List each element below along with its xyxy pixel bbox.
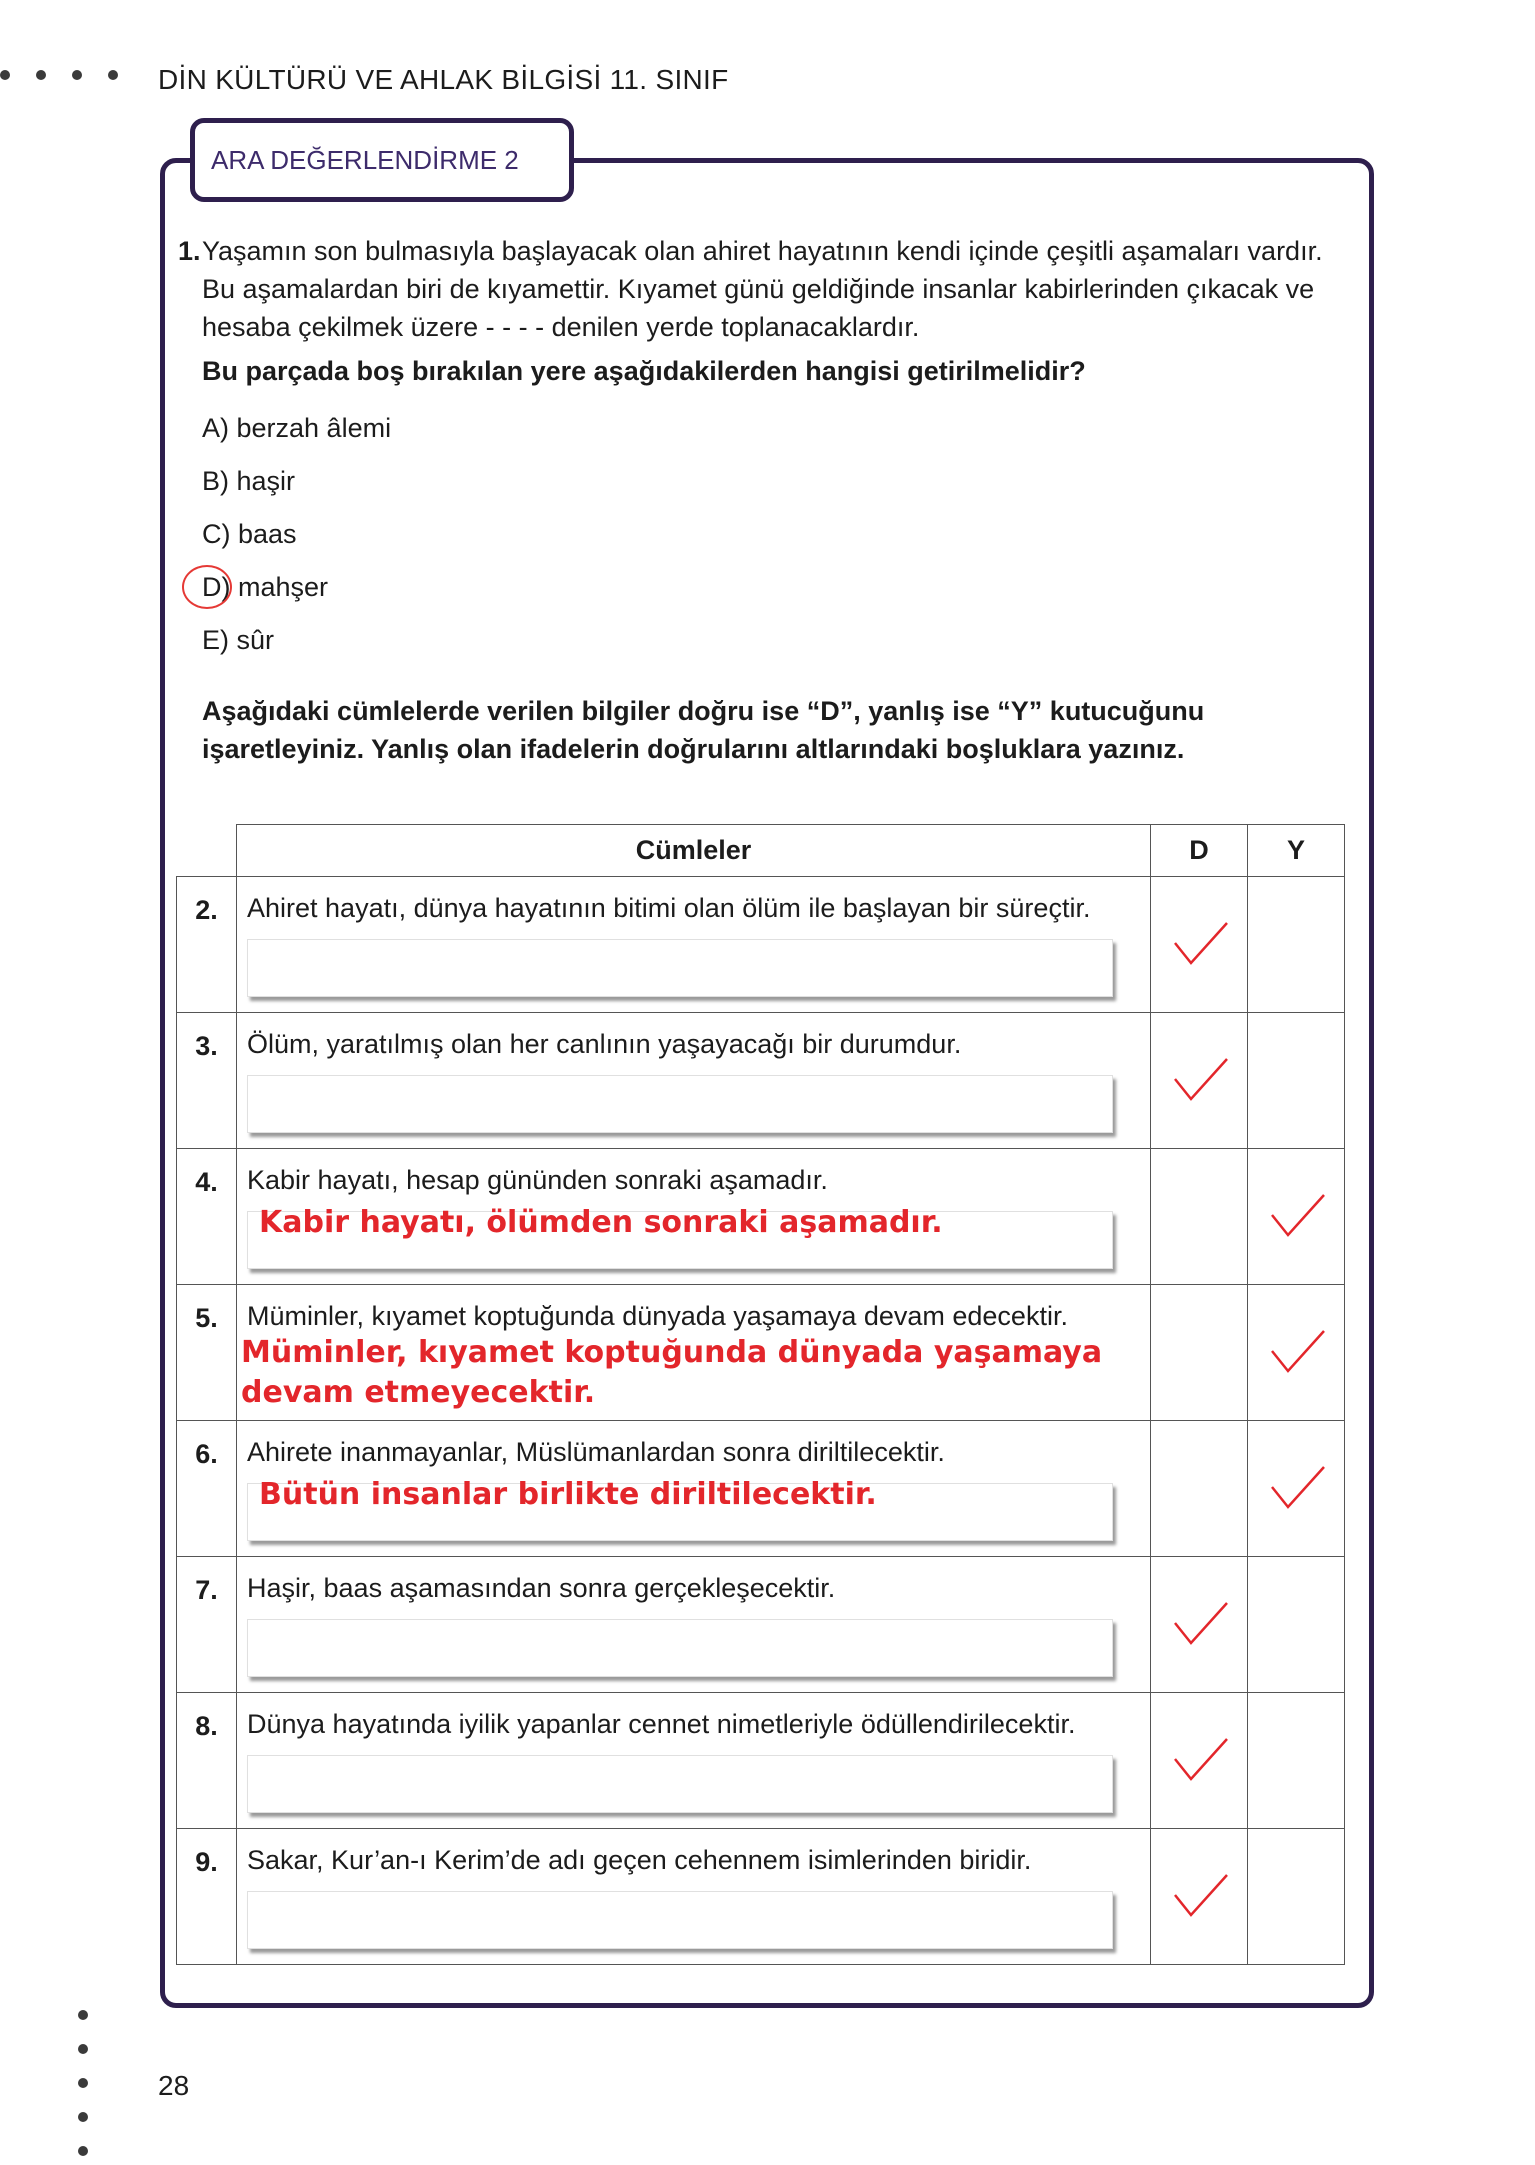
header-y: Y [1248, 825, 1345, 877]
question-text: Yaşamın son bulmasıyla başlayacak olan ahiret hayatının kendi içinde çeşitli aşamaları vardır. Bu aşamalardan biri de kıyamettir. Kıyamet günü geldiğinde insanlar kabirlerinden çıkacak ve hesaba çekilmek üzere - - - - denilen yerde toplanacaklardır. [202, 236, 1323, 342]
table-row [177, 1149, 1345, 1285]
row-number: 5. [177, 1285, 237, 1421]
y-checkbox[interactable] [1248, 1149, 1345, 1285]
header-d: D [1151, 825, 1248, 877]
true-false-table [176, 824, 1345, 1965]
sentence-cell [237, 1013, 1151, 1149]
d-checkbox[interactable] [1151, 1829, 1248, 1965]
row-number: 7. [177, 1557, 237, 1693]
correction-box[interactable] [247, 1891, 1113, 1949]
checkmark-icon [1173, 1599, 1229, 1647]
checkmark-icon [1173, 1055, 1229, 1103]
selected-circle-mark [182, 565, 232, 609]
section-tab-label: ARA DEĞERLENDİRME 2 [211, 144, 519, 175]
y-checkbox[interactable] [1248, 877, 1345, 1013]
d-checkbox[interactable] [1151, 1285, 1248, 1421]
correction-answer: Bütün insanlar birlikte diriltilecektir. [259, 1477, 877, 1512]
correction-box[interactable] [247, 1755, 1113, 1813]
row-number: 4. [177, 1149, 237, 1285]
sentence-text: Kabir hayatı, hesap gününden sonraki aşamadır. [247, 1165, 828, 1195]
instructions: Aşağıdaki cümlelerde verilen bilgiler doğru ise “D”, yanlış ise “Y” kutucuğunu işaretleyiniz. Yanlış olan ifadelerin doğrularını altlarındaki boşluklara yazınız. [202, 696, 1205, 764]
correction-answer: Kabir hayatı, ölümden sonraki aşamadır. [259, 1205, 943, 1240]
option-d-label: D) mahşer [202, 572, 329, 602]
sentence-text: Haşir, baas aşamasından sonra gerçekleşecektir. [247, 1573, 836, 1603]
table-row [177, 1829, 1345, 1965]
checkmark-icon [1270, 1191, 1326, 1239]
question-number: 1. [178, 236, 201, 266]
option-b[interactable]: B) haşir [202, 466, 296, 496]
checkmark-icon [1270, 1327, 1326, 1375]
decorative-dots-top [0, 70, 118, 80]
sentence-text: Ahirete inanmayanlar, Müslümanlardan sonra diriltilecektir. [247, 1437, 945, 1467]
question-1 [178, 232, 1348, 346]
option-a[interactable]: A) berzah âlemi [202, 413, 392, 443]
d-checkbox[interactable] [1151, 1693, 1248, 1829]
checkmark-icon [1173, 1735, 1229, 1783]
option-e[interactable]: E) sûr [202, 625, 275, 655]
question-prompt: Bu parçada boş bırakılan yere aşağıdakilerden hangisi getirilmelidir? [202, 356, 1086, 386]
d-checkbox[interactable] [1151, 1421, 1248, 1557]
y-checkbox[interactable] [1248, 1829, 1345, 1965]
sentence-cell [237, 877, 1151, 1013]
row-number: 9. [177, 1829, 237, 1965]
y-checkbox[interactable] [1248, 1693, 1345, 1829]
decorative-dots-left [78, 2010, 88, 2156]
answer-options [202, 408, 391, 673]
correction-box[interactable] [247, 1075, 1113, 1133]
sentence-cell [237, 1557, 1151, 1693]
y-checkbox[interactable] [1248, 1013, 1345, 1149]
table-row [177, 1013, 1345, 1149]
row-number: 2. [177, 877, 237, 1013]
sentence-cell [237, 1149, 1151, 1285]
sentence-text: Ahiret hayatı, dünya hayatının bitimi olan ölüm ile başlayan bir süreçtir. [247, 893, 1091, 923]
correction-box[interactable] [247, 1619, 1113, 1677]
table-row [177, 877, 1345, 1013]
row-number: 8. [177, 1693, 237, 1829]
section-tab [190, 118, 574, 202]
correction-answer[interactable]: Müminler, kıyamet koptuğunda dünyada yaşamaya devam etmeyecektir. [241, 1333, 1121, 1407]
checkmark-icon [1270, 1463, 1326, 1511]
d-checkbox[interactable] [1151, 1557, 1248, 1693]
y-checkbox[interactable] [1248, 1285, 1345, 1421]
table-row [177, 1557, 1345, 1693]
row-number: 3. [177, 1013, 237, 1149]
table-row [177, 1693, 1345, 1829]
checkmark-icon [1173, 919, 1229, 967]
d-checkbox[interactable] [1151, 1149, 1248, 1285]
option-c[interactable]: C) baas [202, 519, 297, 549]
row-number: 6. [177, 1421, 237, 1557]
header-sentences: Cümleler [237, 825, 1151, 877]
sentence-cell [237, 1285, 1151, 1421]
sentence-text: Dünya hayatında iyilik yapanlar cennet nimetleriyle ödüllendirilecektir. [247, 1709, 1076, 1739]
y-checkbox[interactable] [1248, 1557, 1345, 1693]
sentence-text: Sakar, Kur’an-ı Kerim’de adı geçen cehennem isimlerinden biridir. [247, 1845, 1032, 1875]
d-checkbox[interactable] [1151, 1013, 1248, 1149]
table-row [177, 1285, 1345, 1421]
sentence-cell [237, 1421, 1151, 1557]
option-d[interactable] [202, 567, 391, 620]
checkmark-icon [1173, 1871, 1229, 1919]
page-number: 28 [158, 2070, 190, 2101]
correction-box[interactable] [247, 939, 1113, 997]
sentence-text: Müminler, kıyamet koptuğunda dünyada yaşamaya devam edecektir. [247, 1301, 1068, 1331]
page-header: DİN KÜLTÜRÜ VE AHLAK BİLGİSİ 11. SINIF [158, 64, 729, 95]
table-row [177, 1421, 1345, 1557]
sentence-cell [237, 1693, 1151, 1829]
sentence-cell [237, 1829, 1151, 1965]
d-checkbox[interactable] [1151, 877, 1248, 1013]
y-checkbox[interactable] [1248, 1421, 1345, 1557]
sentence-text: Ölüm, yaratılmış olan her canlının yaşayacağı bir durumdur. [247, 1029, 962, 1059]
